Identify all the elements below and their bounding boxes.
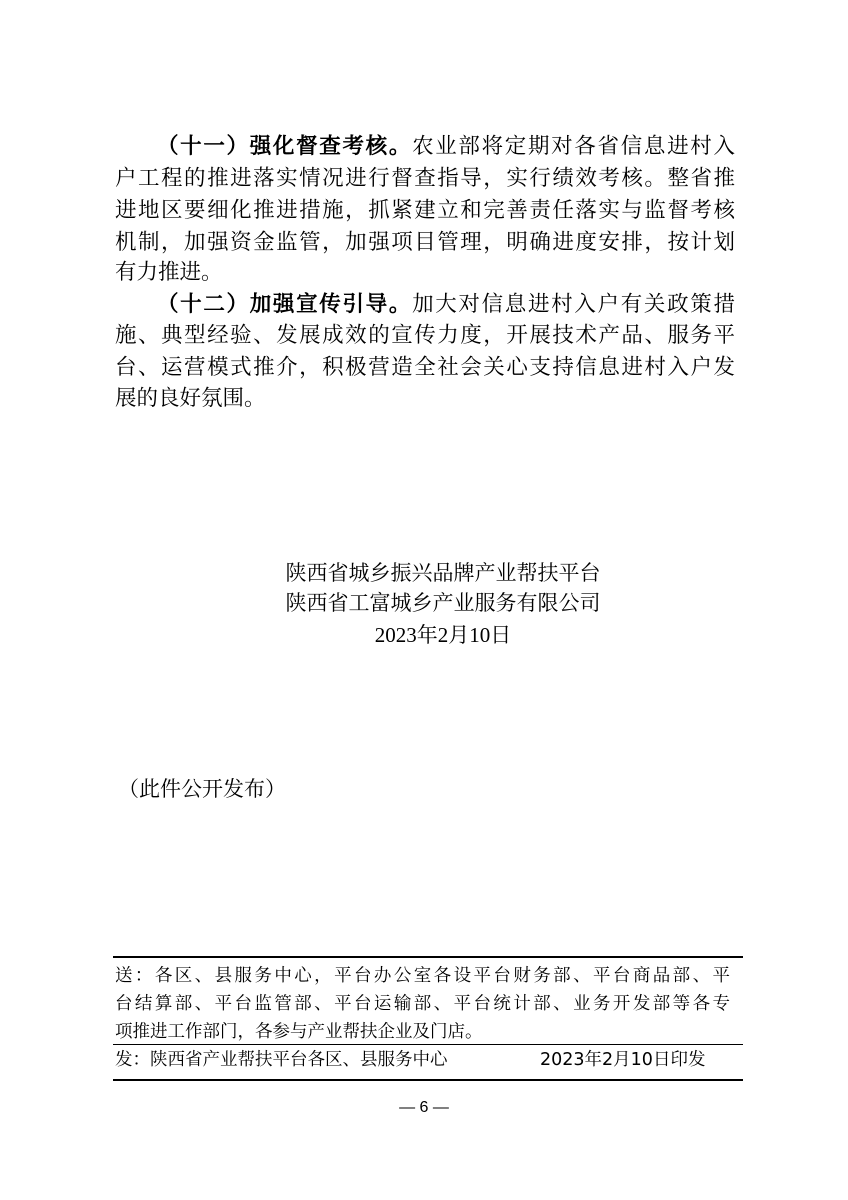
signature-org-1: 陕西省城乡振兴品牌产业帮扶平台 — [285, 561, 601, 585]
section-11-line: 进地区要细化推进措施，抓紧建立和完善责任落实与监督考核 — [115, 198, 735, 223]
distribution-top-rule — [113, 956, 743, 958]
issue-date: 2023年2月10日印发 — [540, 1050, 706, 1070]
section-12-line: 展的良好氛围。 — [115, 386, 266, 411]
distribution-bottom-rule — [113, 1079, 743, 1081]
section-12-first-line — [115, 290, 735, 320]
cc-line: 项推进工作部门，各参与产业帮扶企业及门店。 — [115, 1022, 483, 1042]
issuer: 发：陕西省产业帮扶平台各区、县服务中心 — [115, 1050, 448, 1070]
cc-line: 送：各区、县服务中心，平台办公室各设平台财务部、平台商品部、平 — [115, 966, 730, 986]
section-12-text: 加大对信息进村入户有关政策措 — [412, 292, 735, 317]
page-number: — 6 — — [399, 1099, 449, 1116]
section-11-first-line — [115, 132, 735, 162]
distribution-middle-rule — [113, 1044, 743, 1045]
publish-note: （此件公开发布） — [118, 777, 286, 801]
signature-date: 2023年2月10日 — [374, 623, 512, 647]
section-12-line: 台、运营模式推介，积极营造全社会关心支持信息进村入户发 — [115, 355, 735, 380]
section-11-text: 农业部将定期对各省信息进村入 — [412, 134, 735, 159]
section-12-line: 施、典型经验、发展成效的宣传力度，开展技术产品、服务平 — [115, 323, 735, 348]
section-11-heading: （十一）强化督查考核。 — [157, 134, 413, 159]
section-12-heading: （十二）加强宣传引导。 — [157, 292, 413, 317]
section-11-line: 有力推进。 — [115, 260, 223, 285]
section-11-line: 户工程的推进落实情况进行督查指导，实行绩效考核。整省推 — [115, 166, 735, 191]
section-11-line: 机制，加强资金监管，加强项目管理，明确进度安排，按计划 — [115, 230, 735, 255]
cc-line: 台结算部、平台监管部、平台运输部、平台统计部、业务开发部等各专 — [115, 994, 730, 1014]
signature-org-2: 陕西省工富城乡产业服务有限公司 — [285, 591, 601, 615]
